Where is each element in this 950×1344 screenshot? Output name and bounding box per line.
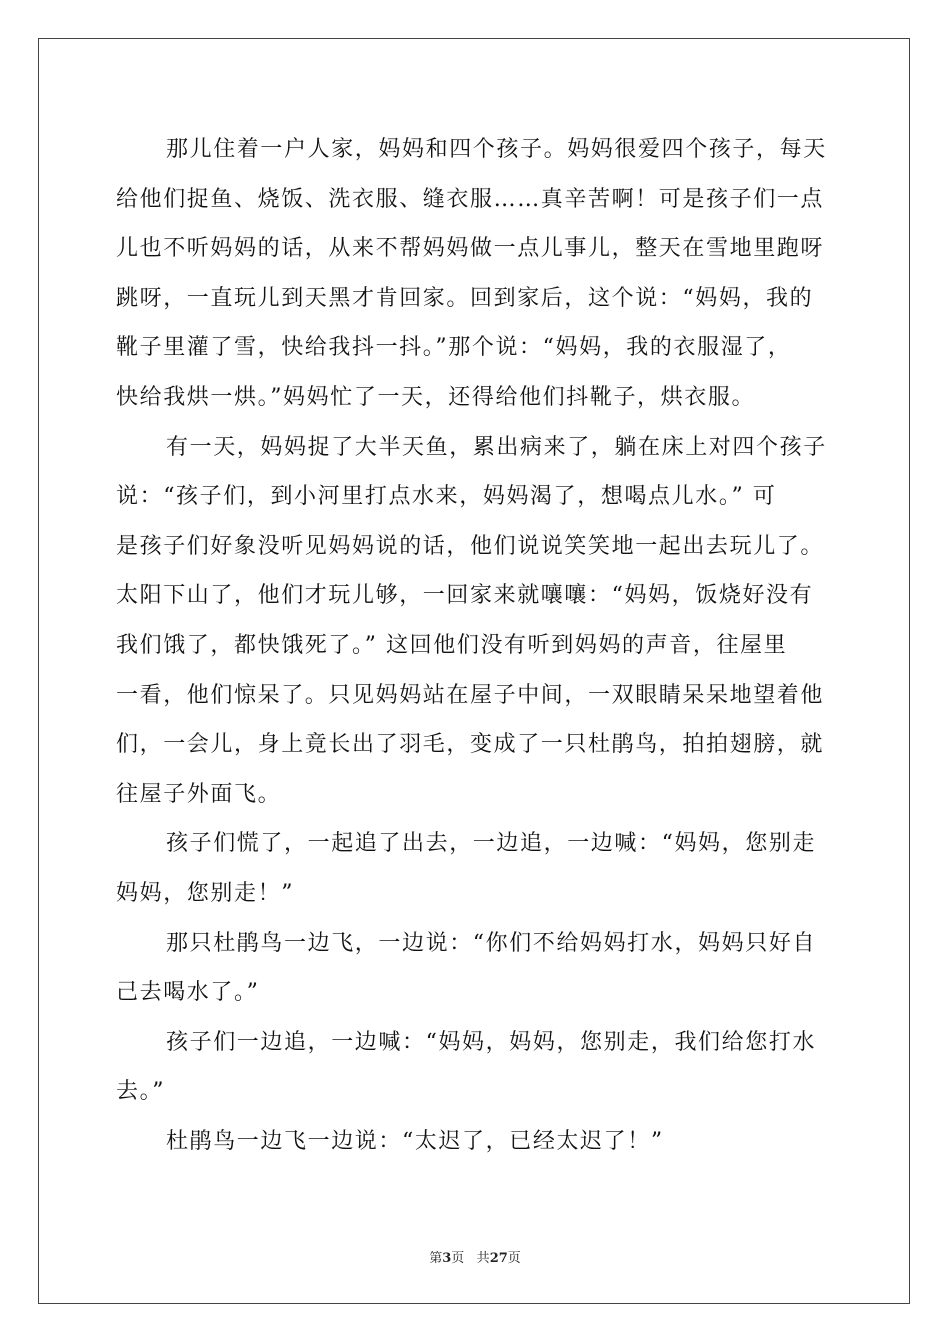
footer-gap (464, 1251, 476, 1266)
footer-total-pages: 27 (489, 1251, 508, 1266)
text-line: 去。” (116, 1079, 166, 1105)
text-line: 太阳下山了，他们才玩儿够，一回家来就嚷嚷：“妈妈，饭烧好没有 (116, 583, 814, 609)
text-line: 们，一会儿，身上竟长出了羽毛，变成了一只杜鹃鸟，拍拍翅膀，就 (116, 732, 825, 758)
document-body (116, 125, 836, 1166)
text-line: 那只杜鹃鸟一边飞，一边说：“你们不给妈妈打水，妈妈只好自 (166, 930, 817, 956)
text-line: 给他们捉鱼、烧饭、洗衣服、缝衣服……真辛苦啊！可是孩子们一点 (116, 186, 825, 212)
footer-page-suffix: 页 (451, 1251, 465, 1266)
text-line: 说：“孩子们，到小河里打点水来，妈妈渴了，想喝点儿水。” 可 (116, 484, 777, 510)
text-line: 那儿住着一户人家，妈妈和四个孩子。妈妈很爱四个孩子，每天 (166, 137, 827, 162)
text-line: 靴子里灌了雪，快给我抖一抖。”那个说：“妈妈，我的衣服湿了， (116, 335, 792, 361)
text-line: 跳呀，一直玩儿到天黑才肯回家。回到家后，这个说：“妈妈，我的 (116, 285, 814, 311)
text-line: 己去喝水了。” (116, 980, 260, 1006)
text-line: 是孩子们好象没听见妈妈说的话，他们说说笑笑地一起出去玩儿了。 (116, 533, 825, 559)
text-line: 一看，他们惊呆了。只见妈妈站在屋子中间，一双眼睛呆呆地望着他 (116, 682, 825, 708)
text-line: 妈妈，您别走！” (116, 880, 295, 906)
text-line: 儿也不听妈妈的话，从来不帮妈妈做一点儿事儿，整天在雪地里跑呀 (116, 236, 825, 262)
footer-page-prefix: 第 (429, 1251, 443, 1266)
text-line: 有一天，妈妈捉了大半天鱼，累出病来了，躺在床上对四个孩子 (166, 434, 827, 460)
text-line: 我们饿了，都快饿死了。” 这回他们没有听到妈妈的声音，往屋里 (116, 632, 788, 658)
footer-page-number: 3 (442, 1251, 452, 1266)
text-line: 孩子们一边追，一边喊：“妈妈，妈妈，您别走，我们给您打水 (166, 1029, 817, 1055)
footer-total-prefix: 共 (476, 1251, 490, 1266)
text-line: 孩子们慌了，一起追了出去，一边追，一边喊：“妈妈，您别走 (166, 831, 817, 857)
footer-total-suffix: 页 (507, 1251, 521, 1266)
text-line: 杜鹃鸟一边飞一边说：“太迟了，已经太迟了！” (166, 1128, 664, 1154)
text-line: 往屋子外面飞。 (116, 781, 282, 807)
text-line: 快给我烘一烘。”妈妈忙了一天，还得给他们抖靴子，烘衣服。 (116, 384, 756, 410)
page-footer (0, 1247, 950, 1266)
